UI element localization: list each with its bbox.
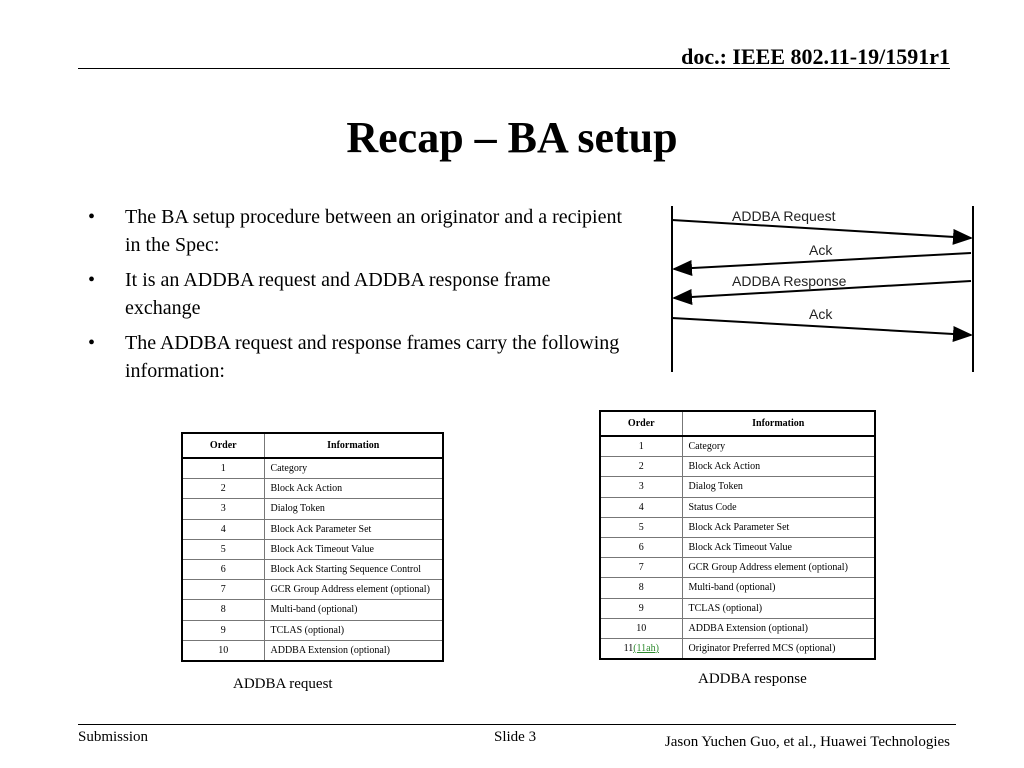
header-divider (78, 68, 950, 69)
slide-number: Slide 3 (494, 729, 537, 745)
addba-request-caption: ADDBA request (233, 676, 333, 692)
order-cell: 6 (600, 537, 682, 557)
footer-divider (78, 724, 956, 725)
bullet-text: The ADDBA request and response frames carry the following information: (125, 332, 620, 382)
bullet-icon: • (88, 269, 96, 291)
information-cell: Originator Preferred MCS (optional) (682, 638, 875, 659)
order-cell: 8 (600, 578, 682, 598)
order-cell: 1 (182, 458, 264, 479)
column-header-information: Information (682, 411, 875, 436)
table-row (600, 517, 875, 537)
addba-response-table (599, 410, 876, 660)
document-id: doc.: IEEE 802.11-19/1591r1 (681, 44, 950, 69)
bullet-list (88, 203, 628, 392)
information-cell: TCLAS (optional) (682, 598, 875, 618)
bullet-text: It is an ADDBA request and ADDBA response frame exchange (125, 269, 551, 319)
order-cell (600, 638, 682, 659)
table-row (182, 499, 443, 519)
information-cell: GCR Group Address element (optional) (682, 558, 875, 578)
order-cell: 9 (182, 620, 264, 640)
order-cell: 2 (600, 457, 682, 477)
information-cell: Block Ack Action (264, 479, 443, 499)
table-row (182, 458, 443, 479)
amendment-link[interactable]: (11ah) (633, 642, 659, 654)
footer-authors: Jason Yuchen Guo, et al., Huawei Technologies (664, 734, 950, 750)
column-header-order: Order (600, 411, 682, 436)
slide-title: Recap – BA setup (346, 113, 678, 162)
table-row (600, 618, 875, 638)
table-row (182, 539, 443, 559)
table-row (182, 600, 443, 620)
information-cell: GCR Group Address element (optional) (264, 580, 443, 600)
addba-request-table (181, 432, 444, 662)
information-cell: Category (264, 458, 443, 479)
order-cell: 8 (182, 600, 264, 620)
order-cell: 5 (182, 539, 264, 559)
order-cell: 3 (182, 499, 264, 519)
information-cell: Block Ack Action (682, 457, 875, 477)
order-cell: 6 (182, 559, 264, 579)
information-cell: ADDBA Extension (optional) (682, 618, 875, 638)
table-row (600, 436, 875, 457)
table-row (600, 598, 875, 618)
table-row (600, 578, 875, 598)
footer-submission: Submission (78, 729, 149, 745)
table-row (600, 558, 875, 578)
information-cell: Block Ack Timeout Value (682, 537, 875, 557)
order-cell: 7 (600, 558, 682, 578)
information-cell: Block Ack Parameter Set (264, 519, 443, 539)
table-row (182, 479, 443, 499)
order-number: 11 (623, 642, 634, 654)
information-cell: Status Code (682, 497, 875, 517)
table-row (600, 477, 875, 497)
bullet-item (88, 203, 628, 259)
table-row (182, 620, 443, 640)
table-row (600, 497, 875, 517)
information-cell: Block Ack Parameter Set (682, 517, 875, 537)
bullet-icon: • (88, 332, 96, 354)
order-cell: 7 (182, 580, 264, 600)
information-cell: Block Ack Timeout Value (264, 539, 443, 559)
order-cell: 4 (600, 497, 682, 517)
addba-response-label: ADDBA Response (732, 273, 847, 289)
information-cell: TCLAS (optional) (264, 620, 443, 640)
order-cell: 1 (600, 436, 682, 457)
information-cell: ADDBA Extension (optional) (264, 640, 443, 661)
information-cell: Multi-band (optional) (264, 600, 443, 620)
table-row (600, 537, 875, 557)
table-row (182, 640, 443, 661)
information-cell: Category (682, 436, 875, 457)
addba-request-label: ADDBA Request (732, 208, 836, 224)
ack-label-1: Ack (809, 242, 833, 258)
order-cell: 5 (600, 517, 682, 537)
sequence-diagram (666, 202, 978, 374)
order-cell: 10 (182, 640, 264, 661)
information-cell: Dialog Token (264, 499, 443, 519)
addba-response-caption: ADDBA response (698, 671, 807, 687)
order-cell: 10 (600, 618, 682, 638)
bullet-item (88, 266, 628, 322)
table-row (182, 580, 443, 600)
column-header-information: Information (264, 433, 443, 458)
order-cell: 3 (600, 477, 682, 497)
order-cell: 2 (182, 479, 264, 499)
ack-label-2: Ack (809, 306, 833, 322)
column-header-order: Order (182, 433, 264, 458)
bullet-text: The BA setup procedure between an originator and a recipient in the Spec: (125, 206, 623, 256)
table-row (182, 559, 443, 579)
information-cell: Multi-band (optional) (682, 578, 875, 598)
table-row (600, 457, 875, 477)
bullet-item (88, 329, 628, 385)
bullet-icon: • (88, 206, 96, 228)
information-cell: Dialog Token (682, 477, 875, 497)
order-cell: 9 (600, 598, 682, 618)
order-cell: 4 (182, 519, 264, 539)
information-cell: Block Ack Starting Sequence Control (264, 559, 443, 579)
table-row (182, 519, 443, 539)
table-row (600, 638, 875, 659)
